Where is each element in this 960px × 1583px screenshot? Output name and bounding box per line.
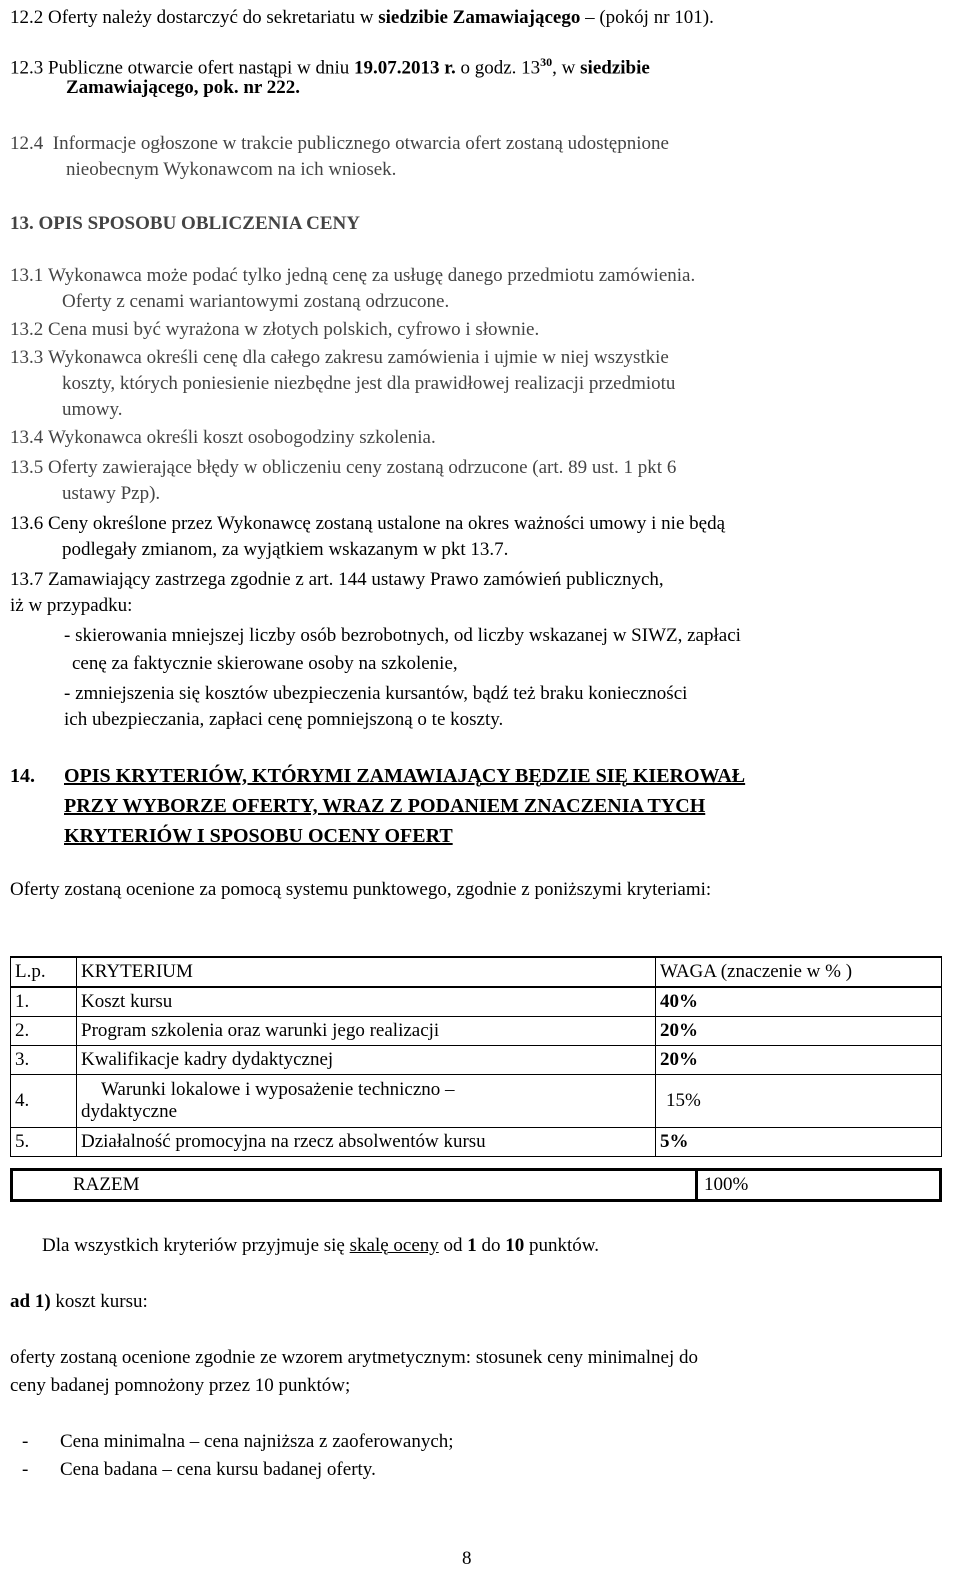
header-criterion: KRYTERIUM	[77, 957, 656, 987]
paragraph-13-6	[10, 512, 725, 536]
paragraph-text: Publiczne otwarcie ofert nastąpi w dniu	[48, 57, 355, 79]
list-item: - zmniejszenia się kosztów ubezpieczenia kursantów, bądź też braku konieczności	[64, 683, 688, 704]
scale-text: punktów.	[524, 1235, 600, 1256]
row-weight: 15%	[656, 1075, 942, 1128]
table-header-row	[11, 957, 942, 987]
paragraph-text: podlegały zmianom, za wyjątkiem wskazanym w pkt 13.7.	[62, 539, 509, 560]
paragraph-number: 13.5	[10, 457, 44, 478]
row-criterion-line: Warunki lokalowe i wyposażenie techniczno –	[101, 1079, 455, 1100]
criteria-table	[10, 956, 942, 1157]
total-weight: 100%	[697, 1170, 941, 1201]
row-lp: 3.	[11, 1046, 77, 1075]
header-lp: L.p.	[11, 957, 77, 987]
scale-paragraph	[42, 1234, 599, 1258]
criteria-total-table	[10, 1168, 942, 1202]
ad1-label: ad 1)	[10, 1291, 51, 1312]
paragraph-12-4	[10, 132, 928, 156]
formula-text: oferty zostaną ocenione zgodnie ze wzorem arytmetycznym: stosunek ceny minimalnej do	[10, 1347, 698, 1368]
list-dash: -	[22, 1459, 29, 1480]
paragraph-text: Cena musi być wyrażona w złotych polskich, cyfrowo i słownie.	[48, 319, 540, 340]
time-minutes: 30	[540, 55, 553, 69]
table-row	[11, 987, 942, 1017]
row-lp: 2.	[11, 1017, 77, 1046]
table-row	[11, 1046, 942, 1075]
paragraph-bold-text: siedzibie Zamawiającego	[378, 7, 581, 28]
scale-underlined: skalę oceny	[349, 1235, 439, 1256]
paragraph-text: Wykonawca określi cenę dla całego zakresu zamówienia i ujmie w niej wszystkie	[48, 347, 669, 368]
row-weight: 5%	[656, 1128, 942, 1157]
paragraph-text: , w	[552, 57, 581, 79]
paragraph-number: 13.3	[10, 347, 44, 368]
paragraph-13-2	[10, 318, 539, 342]
paragraph-13-4	[10, 426, 436, 450]
scale-min: 1	[467, 1235, 477, 1256]
paragraph-text: o godz. 13	[455, 57, 541, 79]
list-dash: -	[22, 1431, 29, 1452]
paragraph-13-3	[10, 346, 669, 370]
row-lp: 4.	[11, 1075, 77, 1128]
list-item: - skierowania mniejszej liczby osób bezrobotnych, od liczby wskazanej w SIWZ, zapłaci	[64, 625, 741, 646]
paragraph-number: 13.7	[10, 569, 44, 590]
list-item-continuation: cenę za faktycznie skierowane osoby na szkolenie,	[72, 653, 458, 674]
scale-text: do	[476, 1235, 506, 1256]
paragraph-text: koszty, których poniesienie niezbędne jest dla prawidłowej realizacji przedmiotu	[62, 373, 676, 394]
paragraph-number: 12.4	[10, 133, 44, 154]
section-heading-13: 13. OPIS SPOSOBU OBLICZENIA CENY	[10, 213, 360, 234]
paragraph-text: Oferty należy dostarczyć do sekretariatu w	[48, 7, 379, 28]
header-weight: WAGA (znaczenie w % )	[656, 957, 942, 987]
paragraph-text: Informacje ogłoszone w trakcie publicznego otwarcia ofert zostaną udostępnione	[52, 133, 669, 154]
paragraph-text: – (pokój nr 101).	[580, 7, 714, 28]
table-row	[11, 1017, 942, 1046]
section-heading-14-line: PRZY WYBORZE OFERTY, WRAZ Z PODANIEM ZNACZENIA TYCH	[64, 795, 706, 817]
paragraph-text: Oferty zawierające błędy w obliczeniu ceny zostaną odrzucone (art. 89 ust. 1 pkt 6	[48, 457, 677, 478]
table-row	[11, 1128, 942, 1157]
paragraph-number: 13.2	[10, 319, 44, 340]
row-lp: 5.	[11, 1128, 77, 1157]
row-weight: 20%	[656, 1046, 942, 1075]
scale-max: 10	[505, 1235, 525, 1256]
paragraph-number: 12.2	[10, 7, 44, 28]
row-lp: 1.	[11, 987, 77, 1017]
row-criterion-line: dydaktyczne	[81, 1101, 178, 1122]
scale-text: Dla wszystkich kryteriów przyjmuje się	[42, 1235, 350, 1256]
paragraph-text: Zamawiający zastrzega zgodnie z art. 144 ustawy Prawo zamówień publicznych,	[48, 569, 664, 590]
criteria-intro: Oferty zostaną ocenione za pomocą systemu punktowego, zgodnie z poniższymi kryteriami:	[10, 879, 712, 900]
section-number-14: 14.	[10, 765, 35, 787]
paragraph-text: Wykonawca może podać tylko jedną cenę za usługę danego przedmiotu zamówienia.	[48, 265, 696, 286]
definition-item: Cena minimalna – cena najniższa z zaoferowanych;	[60, 1431, 454, 1452]
section-heading-14-line: KRYTERIÓW I SPOSOBU OCENY OFERT	[64, 825, 453, 847]
paragraph-13-5	[10, 456, 676, 480]
paragraph-text: nieobecnym Wykonawcom na ich wniosek.	[66, 159, 397, 180]
row-criterion: Koszt kursu	[77, 987, 656, 1017]
row-criterion: Kwalifikacje kadry dydaktycznej	[77, 1046, 656, 1075]
formula-text: ceny badanej pomnożony przez 10 punktów;	[10, 1375, 351, 1396]
paragraph-text: iż w przypadku:	[10, 595, 133, 616]
definition-item: Cena badana – cena kursu badanej oferty.	[60, 1459, 376, 1480]
page-number: 8	[462, 1548, 472, 1569]
scale-text: od	[438, 1235, 468, 1256]
paragraph-text: umowy.	[62, 399, 123, 420]
total-row	[12, 1170, 941, 1201]
row-weight: 40%	[656, 987, 942, 1017]
opening-date: 19.07.2013 r.	[354, 57, 456, 79]
section-heading-14-line: OPIS KRYTERIÓW, KTÓRYMI ZAMAWIAJĄCY BĘDZIE SIĘ KIEROWAŁ	[64, 765, 746, 787]
paragraph-text: Zamawiającego, pok. nr 222.	[66, 77, 300, 98]
ad1-heading	[10, 1290, 148, 1314]
paragraph-text: Oferty z cenami wariantowymi zostaną odrzucone.	[62, 291, 450, 312]
ad1-text: koszt kursu:	[50, 1291, 148, 1312]
paragraph-number: 13.4	[10, 427, 44, 448]
paragraph-text: Ceny określone przez Wykonawcę zostaną ustalone na okres ważności umowy i nie będą	[48, 513, 725, 534]
paragraph-12-2	[10, 6, 714, 30]
table-row	[11, 1075, 942, 1128]
row-weight: 20%	[656, 1017, 942, 1046]
list-item-continuation: ich ubezpieczania, zapłaci cenę pomniejszoną o te koszty.	[64, 709, 504, 730]
paragraph-13-1	[10, 264, 695, 288]
total-label: RAZEM	[12, 1170, 697, 1201]
row-criterion	[77, 1075, 656, 1128]
paragraph-13-7	[10, 568, 664, 592]
paragraph-number: 13.1	[10, 265, 44, 286]
paragraph-text: Wykonawca określi koszt osobogodziny szkolenia.	[48, 427, 436, 448]
paragraph-text: ustawy Pzp).	[62, 483, 161, 504]
row-criterion: Program szkolenia oraz warunki jego realizacji	[77, 1017, 656, 1046]
paragraph-number: 12.3	[10, 57, 44, 79]
row-criterion: Działalność promocyjna na rzecz absolwentów kursu	[77, 1128, 656, 1157]
paragraph-number: 13.6	[10, 513, 44, 534]
paragraph-bold-text: siedzibie	[580, 57, 650, 79]
